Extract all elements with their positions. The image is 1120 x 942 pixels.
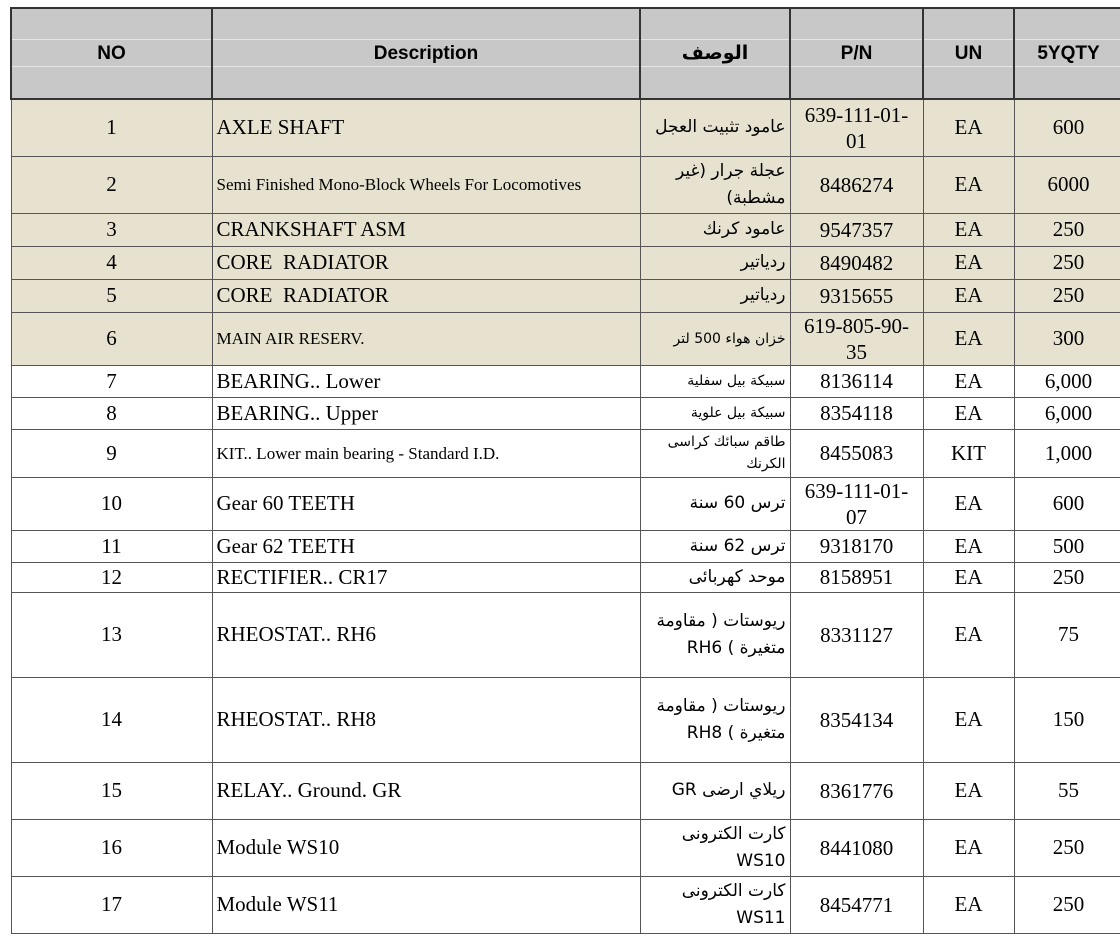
cell-no: 3	[11, 213, 212, 246]
cell-description: RECTIFIER.. CR17	[212, 562, 640, 592]
cell-arabic-description: ريوستات ( مقاومة متغيرة ) RH6	[640, 592, 790, 677]
cell-no: 8	[11, 397, 212, 429]
cell-arabic-description: كارت الكترونى WS10	[640, 819, 790, 876]
cell-no: 7	[11, 365, 212, 397]
cell-unit: KIT	[923, 429, 1014, 477]
table-row	[11, 592, 1120, 677]
cell-part-number: 8354118	[790, 397, 923, 429]
cell-no: 2	[11, 156, 212, 213]
cell-no: 1	[11, 99, 212, 156]
header-arabic-description: الوصف	[640, 8, 790, 99]
cell-no: 11	[11, 530, 212, 562]
cell-quantity: 300	[1014, 312, 1120, 365]
table-row	[11, 876, 1120, 933]
cell-unit: EA	[923, 677, 1014, 762]
cell-description: RHEOSTAT.. RH6	[212, 592, 640, 677]
cell-arabic-description: ريلاي ارضى GR	[640, 762, 790, 819]
header-part-number: P/N	[790, 8, 923, 99]
cell-arabic-description: عامود تثبيت العجل	[640, 99, 790, 156]
cell-quantity: 6,000	[1014, 397, 1120, 429]
cell-unit: EA	[923, 562, 1014, 592]
cell-description: CORE RADIATOR	[212, 279, 640, 312]
cell-arabic-description: سبيكة بيل علوية	[640, 397, 790, 429]
cell-arabic-description: كارت الكترونى WS11	[640, 876, 790, 933]
cell-arabic-description: ترس 60 سنة	[640, 477, 790, 530]
cell-quantity: 250	[1014, 213, 1120, 246]
cell-quantity: 250	[1014, 876, 1120, 933]
cell-part-number: 9318170	[790, 530, 923, 562]
cell-quantity: 6,000	[1014, 365, 1120, 397]
cell-part-number: 619-805-90-35	[790, 312, 923, 365]
cell-unit: EA	[923, 477, 1014, 530]
cell-arabic-description: طاقم سبائك كراسى الكرنك	[640, 429, 790, 477]
cell-arabic-description: عجلة جرار (غير مشطبة)	[640, 156, 790, 213]
table-row	[11, 156, 1120, 213]
cell-no: 15	[11, 762, 212, 819]
cell-arabic-description: خزان هواء 500 لتر	[640, 312, 790, 365]
cell-arabic-description: عامود كرنك	[640, 213, 790, 246]
cell-description: CRANKSHAFT ASM	[212, 213, 640, 246]
table-row	[11, 279, 1120, 312]
cell-unit: EA	[923, 592, 1014, 677]
cell-description: BEARING.. Upper	[212, 397, 640, 429]
cell-quantity: 250	[1014, 562, 1120, 592]
cell-part-number: 8454771	[790, 876, 923, 933]
parts-table	[10, 7, 1120, 934]
cell-quantity: 150	[1014, 677, 1120, 762]
cell-quantity: 600	[1014, 99, 1120, 156]
cell-no: 13	[11, 592, 212, 677]
cell-quantity: 250	[1014, 819, 1120, 876]
cell-description: Gear 60 TEETH	[212, 477, 640, 530]
cell-unit: EA	[923, 213, 1014, 246]
cell-description: Gear 62 TEETH	[212, 530, 640, 562]
cell-arabic-description: سبيكة بيل سفلية	[640, 365, 790, 397]
cell-no: 5	[11, 279, 212, 312]
cell-unit: EA	[923, 876, 1014, 933]
table-row	[11, 819, 1120, 876]
cell-description: AXLE SHAFT	[212, 99, 640, 156]
table-row	[11, 312, 1120, 365]
cell-quantity: 6000	[1014, 156, 1120, 213]
cell-arabic-description: موحد كهربائى	[640, 562, 790, 592]
cell-unit: EA	[923, 365, 1014, 397]
cell-part-number: 8361776	[790, 762, 923, 819]
cell-no: 9	[11, 429, 212, 477]
cell-description: RELAY.. Ground. GR	[212, 762, 640, 819]
cell-part-number: 8486274	[790, 156, 923, 213]
cell-unit: EA	[923, 156, 1014, 213]
cell-arabic-description: ردياتير	[640, 246, 790, 279]
cell-description: Module WS10	[212, 819, 640, 876]
cell-unit: EA	[923, 530, 1014, 562]
cell-unit: EA	[923, 762, 1014, 819]
cell-part-number: 8331127	[790, 592, 923, 677]
cell-no: 17	[11, 876, 212, 933]
table-body	[11, 99, 1120, 933]
cell-quantity: 250	[1014, 279, 1120, 312]
cell-part-number: 8441080	[790, 819, 923, 876]
table-row	[11, 429, 1120, 477]
cell-quantity: 1,000	[1014, 429, 1120, 477]
cell-quantity: 500	[1014, 530, 1120, 562]
cell-part-number: 8455083	[790, 429, 923, 477]
cell-unit: EA	[923, 279, 1014, 312]
table-row	[11, 762, 1120, 819]
cell-arabic-description: ريوستات ( مقاومة متغيرة ) RH8	[640, 677, 790, 762]
cell-unit: EA	[923, 397, 1014, 429]
table-row	[11, 213, 1120, 246]
cell-arabic-description: ترس 62 سنة	[640, 530, 790, 562]
cell-quantity: 75	[1014, 592, 1120, 677]
cell-description: Semi Finished Mono-Block Wheels For Locomotives	[212, 156, 640, 213]
table-row	[11, 397, 1120, 429]
cell-description: MAIN AIR RESERV.	[212, 312, 640, 365]
cell-no: 4	[11, 246, 212, 279]
table-row	[11, 677, 1120, 762]
cell-no: 10	[11, 477, 212, 530]
cell-part-number: 8354134	[790, 677, 923, 762]
cell-description: BEARING.. Lower	[212, 365, 640, 397]
table-row	[11, 365, 1120, 397]
header-quantity: 5YQTY	[1014, 8, 1120, 99]
cell-unit: EA	[923, 99, 1014, 156]
table-row	[11, 562, 1120, 592]
cell-unit: EA	[923, 312, 1014, 365]
cell-part-number: 9547357	[790, 213, 923, 246]
cell-arabic-description: ردياتير	[640, 279, 790, 312]
cell-no: 16	[11, 819, 212, 876]
table-row	[11, 246, 1120, 279]
table-row	[11, 530, 1120, 562]
cell-quantity: 250	[1014, 246, 1120, 279]
header-unit: UN	[923, 8, 1014, 99]
cell-part-number: 8136114	[790, 365, 923, 397]
cell-no: 6	[11, 312, 212, 365]
header-no: NO	[11, 8, 212, 99]
table-row	[11, 477, 1120, 530]
cell-description: Module WS11	[212, 876, 640, 933]
header-row	[11, 8, 1120, 99]
cell-part-number: 8490482	[790, 246, 923, 279]
cell-description: KIT.. Lower main bearing - Standard I.D.	[212, 429, 640, 477]
cell-unit: EA	[923, 246, 1014, 279]
header-description: Description	[212, 8, 640, 99]
cell-no: 14	[11, 677, 212, 762]
cell-part-number: 9315655	[790, 279, 923, 312]
cell-unit: EA	[923, 819, 1014, 876]
cell-part-number: 639-111-01-07	[790, 477, 923, 530]
cell-part-number: 8158951	[790, 562, 923, 592]
cell-quantity: 55	[1014, 762, 1120, 819]
cell-description: RHEOSTAT.. RH8	[212, 677, 640, 762]
table-header	[11, 8, 1120, 99]
cell-part-number: 639-111-01-01	[790, 99, 923, 156]
cell-no: 12	[11, 562, 212, 592]
cell-quantity: 600	[1014, 477, 1120, 530]
cell-description: CORE RADIATOR	[212, 246, 640, 279]
table-row	[11, 99, 1120, 156]
